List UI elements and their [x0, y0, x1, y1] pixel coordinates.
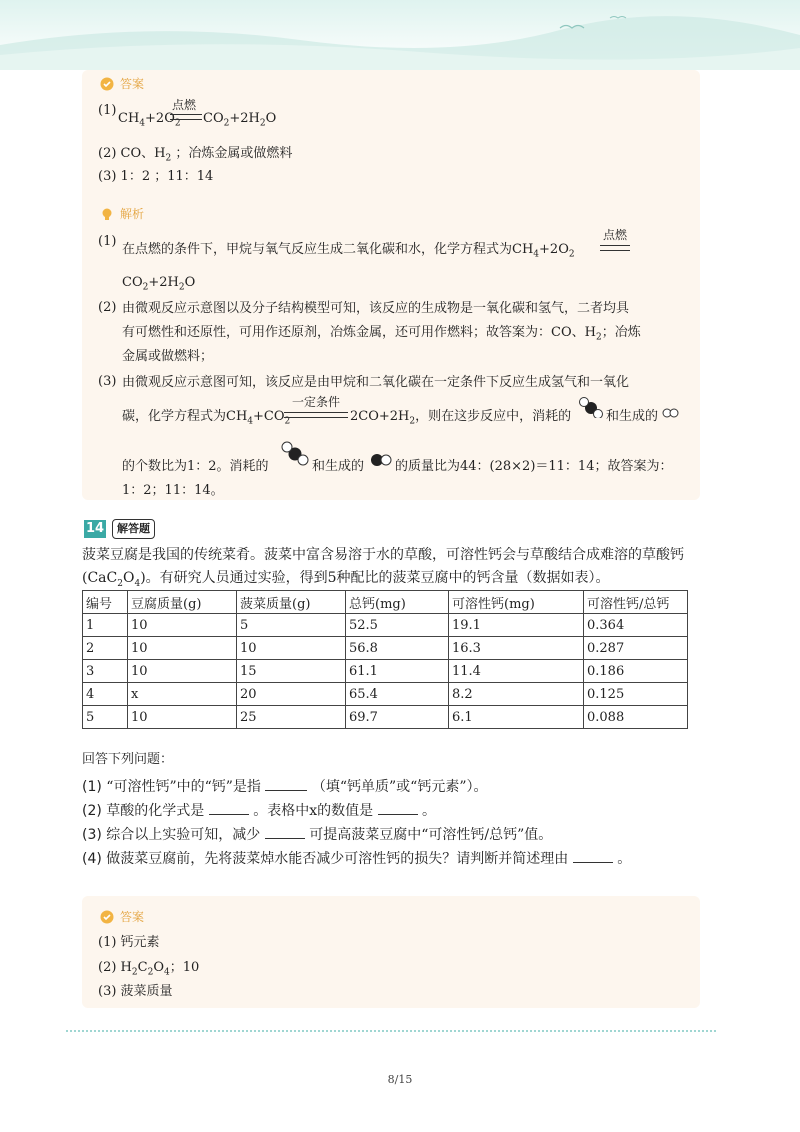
- analysis-3-line4: 1：2；11：14。: [122, 483, 224, 498]
- lightbulb-icon: [100, 207, 114, 221]
- analysis-3-line3b: 和生成的: [312, 459, 365, 474]
- table-cell: 2: [83, 637, 128, 660]
- answer-blank[interactable]: [209, 813, 249, 815]
- divider: [66, 1030, 716, 1032]
- answer-blank[interactable]: [265, 789, 307, 791]
- page-number: 8/15: [387, 1073, 413, 1086]
- table-cell: 10: [237, 637, 346, 660]
- q14-intro-line1: 菠菜豆腐是我国的传统菜肴。菠菜中富含易溶于水的草酸，可溶性钙会与草酸结合成难溶的草酸钙: [82, 547, 684, 563]
- table-header-cell: 编号: [83, 591, 128, 614]
- table-cell: 16.3: [449, 637, 584, 660]
- table-row: [83, 637, 688, 660]
- sub-question-number: (1): [82, 779, 102, 795]
- table-cell: 10: [128, 614, 237, 637]
- answer-blank[interactable]: [573, 861, 613, 863]
- table-cell: 65.4: [346, 683, 449, 706]
- answer-1-label: (1): [98, 103, 117, 118]
- sub-question-text: （填“钙单质”或“钙元素”）。: [311, 779, 488, 795]
- table-row: [83, 660, 688, 683]
- table-header-cell: 菠菜质量(g): [237, 591, 346, 614]
- table-cell: 5: [237, 614, 346, 637]
- table-cell: 4: [83, 683, 128, 706]
- equation-arrow: [284, 412, 348, 418]
- table-cell: 5: [83, 706, 128, 729]
- table-cell: 3: [83, 660, 128, 683]
- sub-question-text: 。表格中x的数值是: [253, 803, 374, 819]
- table-cell: 15: [237, 660, 346, 683]
- answer-1-left: $CH_4+2O_2$: [118, 111, 181, 129]
- table-cell: x: [128, 683, 237, 706]
- table-cell: 56.8: [346, 637, 449, 660]
- analysis-3-line2a: 碳，化学方程式为$CH_4+CO_2$: [122, 409, 291, 427]
- table-cell: 25: [237, 706, 346, 729]
- table-row: [83, 706, 688, 729]
- table-cell: 0.364: [584, 614, 688, 637]
- table-cell: 52.5: [346, 614, 449, 637]
- sub-question-text: 草酸的化学式是: [106, 803, 205, 819]
- check-badge-icon: [100, 910, 114, 924]
- table-cell: 1: [83, 614, 128, 637]
- answer-1-condition: 点燃: [172, 98, 197, 112]
- answer-blank[interactable]: [265, 837, 305, 839]
- q14-sub-3: [82, 824, 552, 844]
- answer-label: 答案: [120, 77, 145, 91]
- table-cell: 19.1: [449, 614, 584, 637]
- table-cell: 0.088: [584, 706, 688, 729]
- analysis-3-line3: 的个数比为1：2。消耗的: [122, 459, 269, 474]
- analysis-2-line2: 有可燃性和还原性，可用作还原剂，冶炼金属，还可用作燃料；故答案为：CO、$H_2$；冶炼: [122, 325, 641, 343]
- table-cell: 0.287: [584, 637, 688, 660]
- sub-question-text: 做菠菜豆腐前，先将菠菜焯水能否减少可溶性钙的损失？请判断并简述理由: [106, 851, 569, 867]
- table-cell: 10: [128, 660, 237, 683]
- analysis-1-label: (1): [98, 234, 117, 249]
- analysis-1-text: 在点燃的条件下，甲烷与氧气反应生成二氧化碳和水，化学方程式为$CH_4+2O_2$: [122, 242, 575, 260]
- table-cell: 8.2: [449, 683, 584, 706]
- table-cell: 0.186: [584, 660, 688, 683]
- molecule-co-icon: [369, 452, 393, 468]
- answer-label: 答案: [120, 910, 145, 924]
- sub-question-text: “可溶性钙”中的“钙”是指: [106, 779, 261, 795]
- table-header-cell: 可溶性钙/总钙: [584, 591, 688, 614]
- q14-answer-1: (1) 钙元素: [98, 935, 160, 950]
- analysis-2-line3: 金属或做燃料；: [122, 349, 214, 364]
- table-header-cell: 可溶性钙(mg): [449, 591, 584, 614]
- analysis-2-label: (2): [98, 300, 117, 315]
- answer-1-right: $CO_2+2H_2O$: [203, 111, 277, 129]
- table-cell: 0.125: [584, 683, 688, 706]
- answer-card-q14: [82, 896, 700, 1008]
- analysis-3-condition: 一定条件: [292, 395, 341, 409]
- table-row: [83, 614, 688, 637]
- table-cell: 20: [237, 683, 346, 706]
- q14-answer-3: (3) 菠菜质量: [98, 984, 173, 999]
- analysis-3-label: (3): [98, 374, 117, 389]
- molecule-co2-icon: [578, 396, 604, 418]
- analysis-3-line3c: 的质量比为44：(28×2)＝11：14；故答案为：: [395, 459, 673, 474]
- analysis-3-line2b: $2CO+2H_2$，则在这步反应中，消耗的: [350, 409, 572, 427]
- q14-prompt: 回答下列问题：: [82, 752, 174, 767]
- table-cell: 11.4: [449, 660, 584, 683]
- analysis-1-condition: 点燃: [603, 228, 628, 242]
- answer-2: (2) CO、$H_2$ ；冶炼金属或做燃料: [98, 146, 293, 164]
- q14-sub-1: [82, 776, 487, 796]
- sub-question-text: 可提高菠菜豆腐中“可溶性钙/总钙”值。: [309, 827, 553, 843]
- q14-sub-2: [82, 800, 436, 820]
- sub-question-text: 综合以上实验可知，减少: [106, 827, 261, 843]
- table-header-cell: 总钙(mg): [346, 591, 449, 614]
- header-banner: [0, 0, 800, 70]
- sub-question-text: 。: [422, 803, 437, 819]
- answer-tag: [100, 75, 144, 92]
- sub-question-number: (4): [82, 851, 102, 867]
- analysis-2-line1: 由微观反应示意图以及分子结构模型可知，该反应的生成物是一氧化碳和氢气，二者均具: [122, 301, 630, 316]
- answer-blank[interactable]: [378, 813, 418, 815]
- table-cell: 69.7: [346, 706, 449, 729]
- equation-arrow: [600, 245, 630, 251]
- table-cell: 6.1: [449, 706, 584, 729]
- analysis-3-line1: 由微观反应示意图可知，该反应是由甲烷和二氧化碳在一定条件下反应生成氢气和一氧化: [122, 375, 630, 390]
- sub-question-number: (3): [82, 827, 102, 843]
- calcium-data-table: [82, 590, 688, 729]
- table-header-row: [83, 591, 688, 614]
- table-row: [83, 683, 688, 706]
- table-header-cell: 豆腐质量(g): [128, 591, 237, 614]
- answer-tag: [100, 908, 144, 925]
- analysis-label: 解析: [120, 207, 145, 221]
- sub-question-text: 。: [617, 851, 632, 867]
- answer-3: (3) 1：2 ；11：14: [98, 169, 214, 184]
- check-badge-icon: [100, 77, 114, 91]
- analysis-tag: [100, 205, 144, 222]
- analysis-3-line2c: 和生成的: [606, 409, 659, 424]
- equation-arrow: [170, 114, 202, 120]
- q14-answer-2: (2) $H_2C_2O_4$；10: [98, 960, 200, 978]
- sub-question-number: (2): [82, 803, 102, 819]
- table-cell: 10: [128, 706, 237, 729]
- q14-intro-line2: $(CaC_2O_4)$。有研究人员通过实验，得到5种配比的菠菜豆腐中的钙含量（数据如表）。: [82, 570, 610, 589]
- table-cell: 61.1: [346, 660, 449, 683]
- question-type-badge: 解答题: [112, 519, 155, 539]
- molecule-co2-icon: [280, 440, 310, 466]
- analysis-1-cont: $CO_2+2H_2O$: [122, 275, 196, 293]
- molecule-h2-icon: [662, 406, 680, 420]
- table-cell: 10: [128, 637, 237, 660]
- q14-sub-4: [82, 848, 631, 868]
- question-number-badge: 14: [85, 521, 105, 536]
